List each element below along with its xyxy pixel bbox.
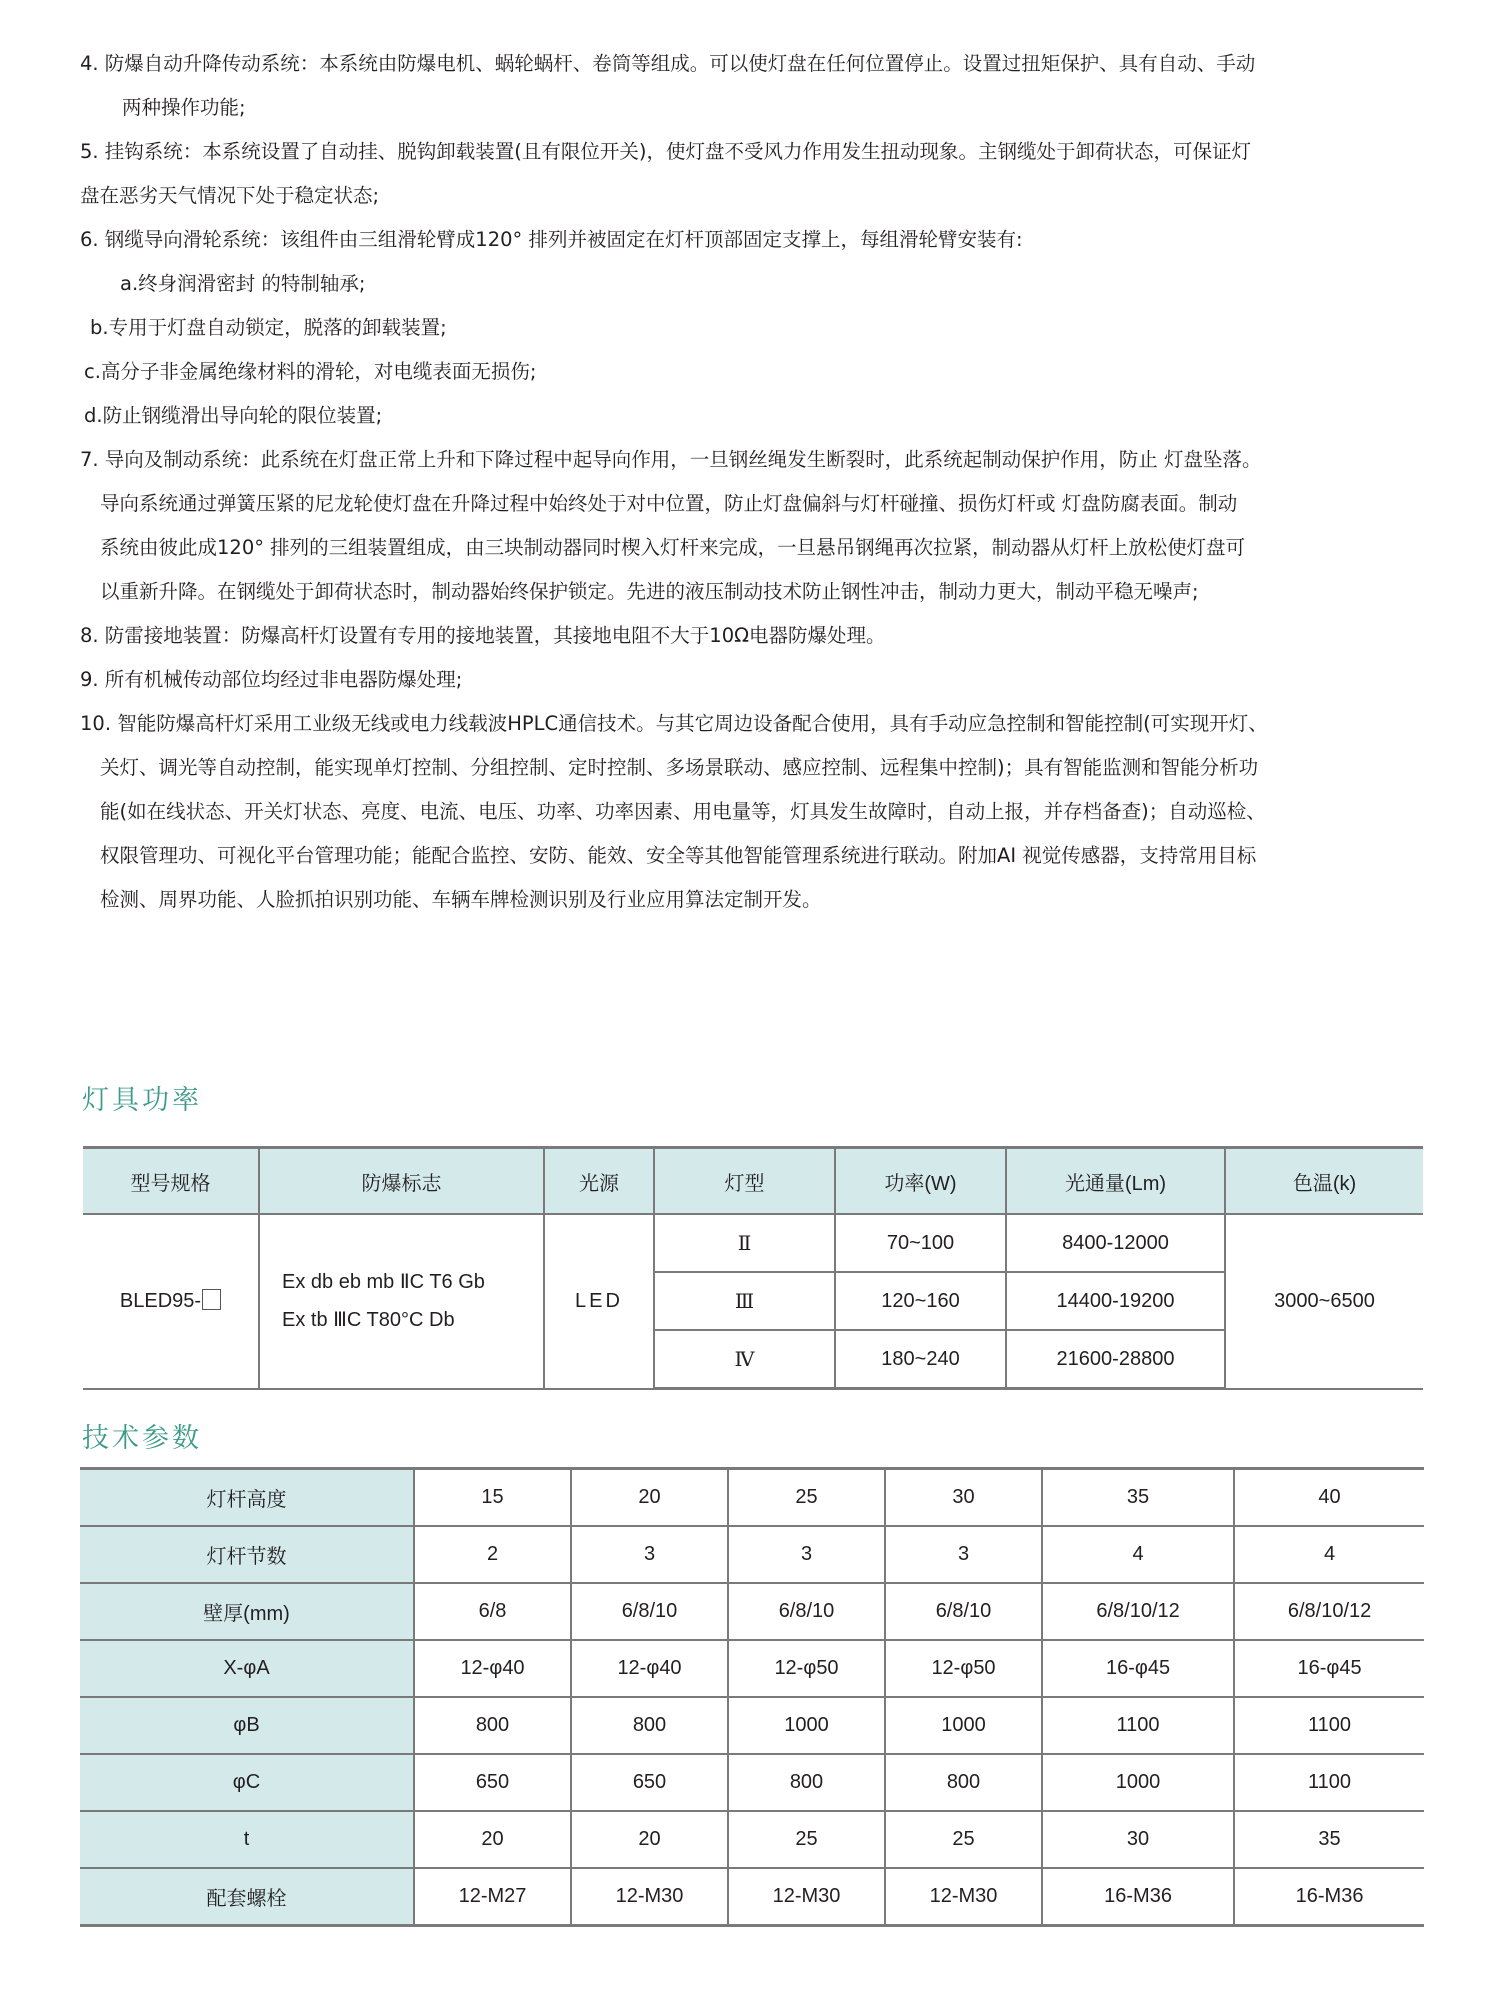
spec-cell: 1100 [1234, 1754, 1424, 1811]
header-luminous-flux: 光通量(Lm) [1006, 1148, 1225, 1215]
spec-cell: 25 [728, 1811, 885, 1868]
feature-line: 10. 智能防爆高杆灯采用工业级无线或电力线载波HPLC通信技术。与其它周边设备配合使用，具有手动应急控制和智能控制(可实现开灯、 [80, 712, 1268, 735]
power-table [83, 1146, 1423, 1390]
spec-cell: 6/8/10 [571, 1583, 728, 1640]
spec-cell: 3 [885, 1526, 1042, 1583]
row-label: φC [80, 1754, 414, 1811]
spec-cell: 800 [571, 1697, 728, 1754]
feature-item-6 [80, 218, 1420, 438]
feature-line: 权限管理功、可视化平台管理功能；能配合监控、安防、能效、安全等其他智能管理系统进行联动。附加AI 视觉传感器，支持常用目标 [100, 844, 1257, 867]
spec-cell: 30 [1042, 1811, 1234, 1868]
feature-subitem-d: d.防止钢缆滑出导向轮的限位装置; [84, 404, 383, 427]
spec-cell: 1000 [885, 1697, 1042, 1754]
spec-cell: 12-φ40 [414, 1640, 571, 1697]
spec-cell: 1000 [728, 1697, 885, 1754]
row-label: 灯杆高度 [80, 1469, 414, 1527]
header-light-source: 光源 [544, 1148, 654, 1215]
spec-cell: 16-M36 [1042, 1868, 1234, 1926]
feature-line: 能(如在线状态、开关灯状态、亮度、电流、电压、功率、功率因素、用电量等，灯具发生故障时，自动上报，并存档备查)；自动巡检、 [100, 800, 1266, 823]
spec-cell: 40 [1234, 1469, 1424, 1527]
header-power: 功率(W) [835, 1148, 1006, 1215]
feature-item-9 [80, 658, 1420, 702]
spec-cell: 20 [414, 1811, 571, 1868]
row-label: 壁厚(mm) [80, 1583, 414, 1640]
spec-cell: 800 [885, 1754, 1042, 1811]
spec-cell: 25 [728, 1469, 885, 1527]
feature-line: 两种操作功能; [122, 96, 246, 119]
spec-cell: 16-φ45 [1042, 1640, 1234, 1697]
feature-line: 关灯、调光等自动控制，能实现单灯控制、分组控制、定时控制、多场景联动、感应控制、远程集中控制)；具有智能监测和智能分析功 [100, 756, 1259, 779]
lamp-type-cell: Ⅱ [654, 1214, 835, 1272]
table-row [80, 1640, 1424, 1697]
row-label: 配套螺栓 [80, 1868, 414, 1926]
ex-marking-line: Ex db eb mb ⅡC T6 Gb [282, 1271, 485, 1294]
feature-line: 6. 钢缆导向滑轮系统：该组件由三组滑轮臂成120° 排列并被固定在灯杆顶部固定支撑上，每组滑轮臂安装有: [80, 228, 1023, 251]
spec-cell: 4 [1042, 1526, 1234, 1583]
model-cell [83, 1214, 259, 1389]
feature-subitem-a: a.终身润滑密封 的特制轴承; [120, 272, 366, 295]
feature-line: 5. 挂钩系统：本系统设置了自动挂、脱钩卸载装置(且有限位开关)，使灯盘不受风力作用发生扭动现象。主钢缆处于卸荷状态，可保证灯 [80, 140, 1252, 163]
table-row [80, 1697, 1424, 1754]
spec-section-title: 技术参数 [82, 1423, 202, 1454]
spec-cell: 6/8/10/12 [1042, 1583, 1234, 1640]
feature-item-5 [80, 130, 1420, 218]
feature-line: 8. 防雷接地装置：防爆高杆灯设置有专用的接地装置，其接地电阻不大于10Ω电器防爆处理。 [80, 624, 886, 647]
spec-cell: 20 [571, 1811, 728, 1868]
spec-cell: 6/8 [414, 1583, 571, 1640]
spec-cell: 12-φ50 [885, 1640, 1042, 1697]
spec-cell: 800 [728, 1754, 885, 1811]
spec-cell: 35 [1234, 1811, 1424, 1868]
row-label: t [80, 1811, 414, 1868]
spec-cell: 2 [414, 1526, 571, 1583]
row-label: φB [80, 1697, 414, 1754]
feature-line: 系统由彼此成120° 排列的三组装置组成，由三块制动器同时楔入灯杆来完成，一旦悬吊钢绳再次拉紧，制动器从灯杆上放松使灯盘可 [100, 536, 1246, 559]
spec-cell: 6/8/10 [885, 1583, 1042, 1640]
spec-cell: 650 [414, 1754, 571, 1811]
lamp-type-cell: Ⅲ [654, 1272, 835, 1330]
table-row [80, 1868, 1424, 1926]
light-source-cell: LED [544, 1214, 654, 1389]
spec-cell: 1100 [1234, 1697, 1424, 1754]
flux-cell: 8400-12000 [1006, 1214, 1225, 1272]
power-table-header [83, 1148, 1423, 1215]
table-row [80, 1754, 1424, 1811]
ex-marking-line: Ex tb ⅢC T80°C Db [282, 1309, 455, 1332]
power-section-title: 灯具功率 [82, 1085, 202, 1116]
feature-line: 7. 导向及制动系统：此系统在灯盘正常上升和下降过程中起导向作用，一旦钢丝绳发生断裂时，此系统起制动保护作用，防止 灯盘坠落。 [80, 448, 1262, 471]
lamp-type-cell: Ⅳ [654, 1330, 835, 1389]
spec-cell: 800 [414, 1697, 571, 1754]
feature-subitem-b: b.专用于灯盘自动锁定，脱落的卸载装置; [90, 316, 447, 339]
spec-cell: 1100 [1042, 1697, 1234, 1754]
spec-cell: 12-M27 [414, 1868, 571, 1926]
spec-table [80, 1467, 1424, 1927]
flux-cell: 14400-19200 [1006, 1272, 1225, 1330]
feature-subitem-c: c.高分子非金属绝缘材料的滑轮，对电缆表面无损伤; [84, 360, 537, 383]
model-value: BLED95- [119, 1290, 202, 1313]
spec-cell: 12-φ40 [571, 1640, 728, 1697]
spec-cell: 20 [571, 1469, 728, 1527]
table-row [80, 1811, 1424, 1868]
header-model: 型号规格 [83, 1148, 259, 1215]
power-cell: 70~100 [835, 1214, 1006, 1272]
spec-cell: 12-M30 [728, 1868, 885, 1926]
spec-cell: 12-M30 [571, 1868, 728, 1926]
spec-cell: 1000 [1042, 1754, 1234, 1811]
feature-line: 导向系统通过弹簧压紧的尼龙轮使灯盘在升降过程中始终处于对中位置，防止灯盘偏斜与灯杆碰撞、损伤灯杆或 灯盘防腐表面。制动 [100, 492, 1238, 515]
spec-cell: 12-φ50 [728, 1640, 885, 1697]
feature-item-4 [80, 42, 1420, 130]
feature-line: 盘在恶劣天气情况下处于稳定状态; [80, 184, 380, 207]
spec-cell: 15 [414, 1469, 571, 1527]
spec-cell: 3 [728, 1526, 885, 1583]
spec-cell: 16-φ45 [1234, 1640, 1424, 1697]
feature-item-10 [80, 702, 1420, 922]
spec-cell: 16-M36 [1234, 1868, 1424, 1926]
feature-line: 以重新升降。在钢缆处于卸荷状态时，制动器始终保护锁定。先进的液压制动技术防止钢性冲击，制动力更大，制动平稳无噪声; [100, 580, 1199, 603]
feature-line: 检测、周界功能、人脸抓拍识别功能、车辆车牌检测识别及行业应用算法定制开发。 [100, 888, 822, 911]
spec-cell: 6/8/10/12 [1234, 1583, 1424, 1640]
feature-item-7 [80, 438, 1420, 614]
flux-cell: 21600-28800 [1006, 1330, 1225, 1389]
header-ex-marking: 防爆标志 [259, 1148, 544, 1215]
table-row [83, 1214, 1423, 1272]
feature-item-8 [80, 614, 1420, 658]
power-cell: 120~160 [835, 1272, 1006, 1330]
table-row [80, 1526, 1424, 1583]
feature-line: 9. 所有机械传动部位均经过非电器防爆处理; [80, 668, 463, 691]
spec-cell: 35 [1042, 1469, 1234, 1527]
spec-cell: 30 [885, 1469, 1042, 1527]
ex-marking-cell [259, 1214, 544, 1389]
spec-cell: 6/8/10 [728, 1583, 885, 1640]
feature-list [80, 42, 1420, 922]
power-cell: 180~240 [835, 1330, 1006, 1389]
placeholder-box-icon [202, 1289, 221, 1310]
header-lamp-type: 灯型 [654, 1148, 835, 1215]
row-label: 灯杆节数 [80, 1526, 414, 1583]
spec-cell: 3 [571, 1526, 728, 1583]
table-row [80, 1583, 1424, 1640]
header-color-temp: 色温(k) [1225, 1148, 1423, 1215]
spec-cell: 25 [885, 1811, 1042, 1868]
table-row [80, 1469, 1424, 1527]
color-temp-cell: 3000~6500 [1225, 1214, 1423, 1389]
spec-cell: 4 [1234, 1526, 1424, 1583]
row-label: X-φA [80, 1640, 414, 1697]
feature-line: 4. 防爆自动升降传动系统：本系统由防爆电机、蜗轮蜗杆、卷筒等组成。可以使灯盘在任何位置停止。设置过扭矩保护、具有自动、手动 [80, 52, 1256, 75]
spec-cell: 650 [571, 1754, 728, 1811]
spec-cell: 12-M30 [885, 1868, 1042, 1926]
